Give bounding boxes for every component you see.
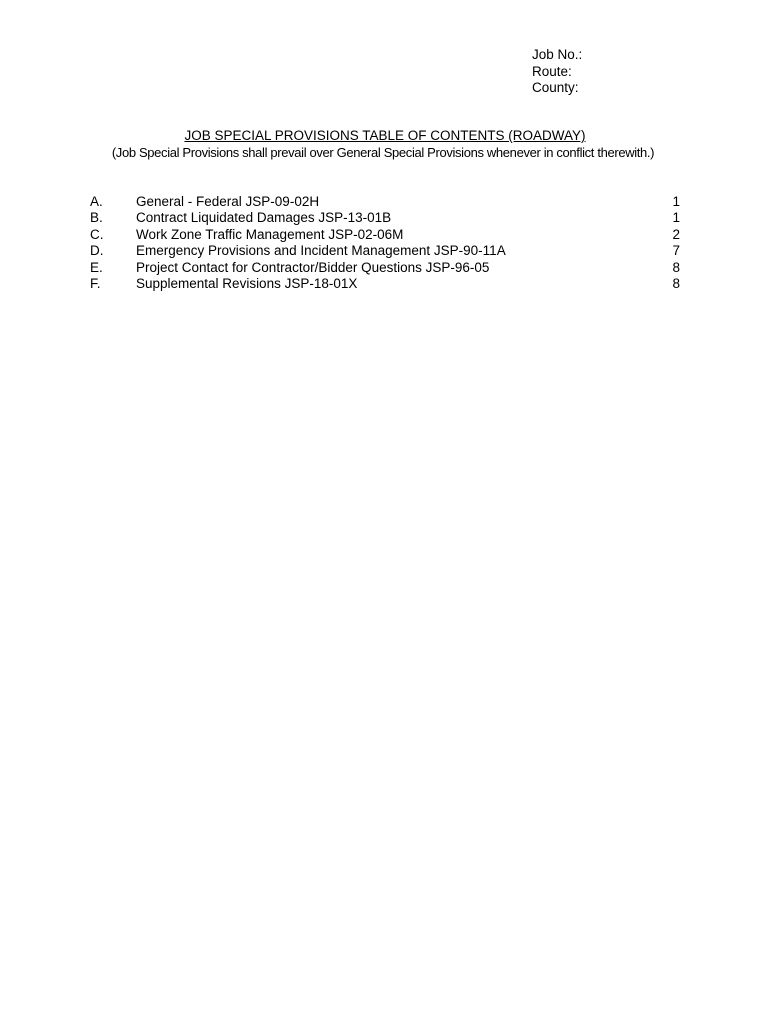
toc-item-page: 8 bbox=[672, 275, 680, 291]
toc-item-text: Emergency Provisions and Incident Management JSP-90-11A bbox=[136, 243, 506, 259]
toc-title: JOB SPECIAL PROVISIONS TABLE OF CONTENTS (ROADWAY) bbox=[184, 128, 586, 143]
county-label: County: bbox=[532, 80, 579, 95]
toc-item-text: Project Contact for Contractor/Bidder Questions JSP-96-05 bbox=[136, 259, 490, 275]
toc-item-page: 8 bbox=[672, 259, 680, 275]
toc-item-letter: C. bbox=[90, 226, 104, 242]
toc-item-text: Work Zone Traffic Management JSP-02-06M bbox=[136, 226, 404, 242]
toc-item-letter: B. bbox=[90, 210, 103, 226]
toc-item-text: Contract Liquidated Damages JSP-13-01B bbox=[136, 210, 392, 226]
toc-list bbox=[90, 194, 680, 292]
header-fields bbox=[532, 47, 582, 97]
toc-item-text: Supplemental Revisions JSP-18-01X bbox=[136, 275, 358, 291]
toc-item-letter: D. bbox=[90, 243, 104, 259]
toc-row bbox=[90, 260, 680, 276]
toc-row bbox=[90, 210, 680, 226]
toc-item-text: General - Federal JSP-09-02H bbox=[136, 194, 320, 209]
toc-item-page: 1 bbox=[672, 194, 680, 209]
toc-row bbox=[90, 276, 680, 292]
toc-item-letter: E. bbox=[90, 259, 103, 275]
toc-item-page: 2 bbox=[672, 226, 680, 242]
route-label: Route: bbox=[532, 63, 572, 79]
toc-row bbox=[90, 243, 680, 259]
toc-item-page: 7 bbox=[672, 243, 680, 259]
toc-row bbox=[90, 227, 680, 243]
toc-note: (Job Special Provisions shall prevail over General Special Provisions whenever in conflict therewith.) bbox=[111, 145, 655, 160]
toc-item-letter: A. bbox=[90, 194, 103, 209]
toc-item-letter: F. bbox=[90, 275, 101, 291]
toc-item-page: 1 bbox=[672, 210, 680, 226]
job-no-label: Job No.: bbox=[532, 47, 583, 62]
toc-row bbox=[90, 194, 680, 210]
